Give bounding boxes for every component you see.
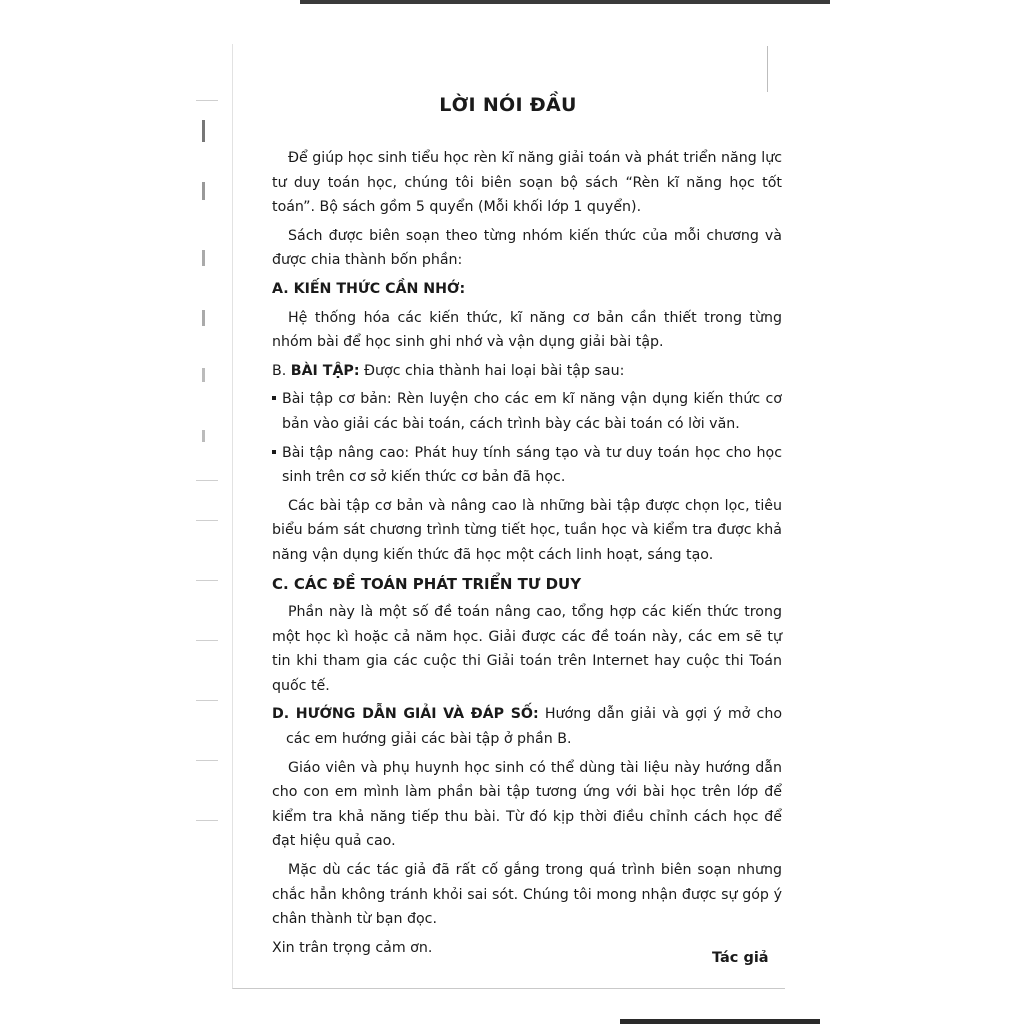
bullet-text: Bài tập nâng cao: Phát huy tính sáng tạo và tư duy toán học cho học sinh trên cơ sở kiến thức cơ bản đã học. (282, 444, 782, 486)
intro-paragraph-2: Sách được biên soạn theo từng nhóm kiến thức của mỗi chương và được chia thành bốn phần: (272, 227, 782, 269)
section-b-prefix: B. (272, 362, 291, 379)
binding-mark (202, 368, 205, 382)
bullet-icon (272, 450, 276, 454)
binding-tick (196, 640, 218, 641)
binding-mark (202, 430, 205, 442)
section-b-heading-line (272, 359, 782, 384)
author-signature: Tác giả (712, 950, 769, 966)
intro-paragraph-1: Để giúp học sinh tiểu học rèn kĩ năng giải toán và phát triển năng lực tư duy toán học, chúng tôi biên soạn bộ sách “Rèn kĩ năng học tốt toán”. Bộ sách gồm 5 quyển (Mỗi khối lớp 1 quyển). (272, 150, 782, 216)
binding-tick (196, 480, 218, 481)
section-d-heading: D. HƯỚNG DẪN GIẢI VÀ ĐÁP SỐ: (272, 706, 539, 723)
book-top-edge (300, 0, 830, 4)
closing-paragraph-2: Mặc dù các tác giả đã rất cố gắng trong quá trình biên soạn nhưng chắc hẳn không tránh khỏi sai sót. Chúng tôi mong nhận được sự góp ý chân thành từ bạn đọc. (272, 862, 782, 928)
section-b-heading-rest: Được chia thành hai loại bài tập sau: (359, 362, 625, 379)
binding-tick (196, 760, 218, 761)
closing-paragraph-1: Giáo viên và phụ huynh học sinh có thể dùng tài liệu này hướng dẫn cho con em mình làm phần bài tập tương ứng với bài học trên lớp để kiểm tra khả năng tiếp thu bài. Từ đó kịp thời điều chỉnh cách học để đạt hiệu quả cao. (272, 759, 782, 850)
binding-mark (202, 310, 205, 326)
list-item (272, 441, 782, 490)
list-item (272, 387, 782, 436)
binding-tick (196, 820, 218, 821)
binding-mark (202, 250, 205, 266)
thanks-line: Xin trân trọng cảm ơn. (272, 939, 433, 956)
section-d-line (272, 702, 782, 751)
page-title: LỜI NÓI ĐẦU (439, 94, 577, 116)
section-c-body: Phần này là một số đề toán nâng cao, tổng hợp các kiến thức trong một học kì hoặc cả năm học. Giải được các đề toán này, các em sẽ tự tin khi tham gia các cuộc thi Giải toán trên Internet hay cuộc thi Toán quốc tế. (272, 604, 782, 694)
page-corner-mark (767, 46, 768, 92)
binding-marks (196, 100, 236, 860)
binding-mark (202, 182, 205, 200)
binding-tick (196, 520, 218, 521)
binding-mark (202, 120, 205, 142)
bullet-text: Bài tập cơ bản: Rèn luyện cho các em kĩ năng vận dụng kiến thức cơ bản vào giải các bài toán, cách trình bày các bài toán có lời văn. (282, 391, 782, 432)
bullet-icon (272, 396, 276, 400)
binding-tick (196, 700, 218, 701)
section-a-body: Hệ thống hóa các kiến thức, kĩ năng cơ bản cần thiết trong từng nhóm bài để học sinh ghi nhớ và vận dụng giải bài tập. (272, 309, 782, 351)
binding-tick (196, 100, 218, 101)
section-b-heading: BÀI TẬP: (290, 362, 360, 379)
book-bottom-edge (620, 1019, 820, 1024)
section-d-body: Hướng dẫn giải và gợi ý mở cho các em hướng giải các bài tập ở phần B. (286, 706, 783, 748)
binding-tick (196, 580, 218, 581)
document-body (272, 146, 782, 964)
section-b-body: Các bài tập cơ bản và nâng cao là những bài tập được chọn lọc, tiêu biểu bám sát chương trình từng tiết học, tuần học và kiểm tra được khả năng vận dụng kiến thức đã học một cách linh hoạt, sáng tạo. (272, 497, 782, 563)
section-c-heading: C. CÁC ĐỀ TOÁN PHÁT TRIỂN TƯ DUY (272, 574, 582, 593)
section-a-heading: A. KIẾN THỨC CẦN NHỚ: (272, 280, 466, 297)
